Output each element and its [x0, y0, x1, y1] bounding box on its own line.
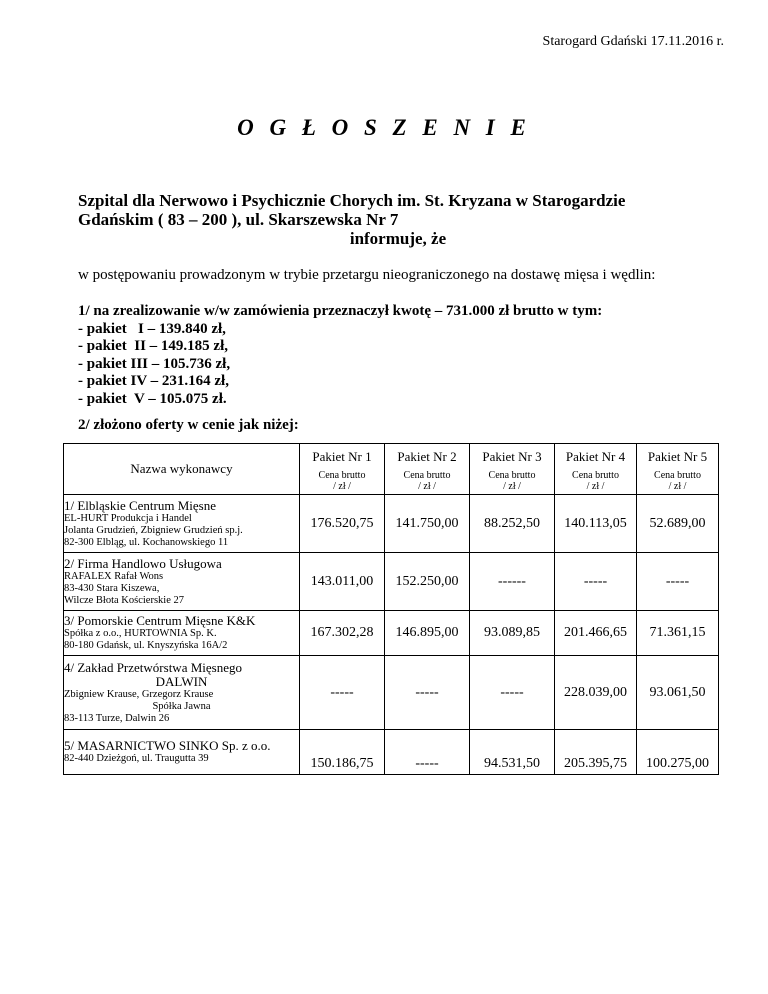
- currency-unit: / zł /: [586, 480, 605, 492]
- table-header-row: [64, 444, 719, 495]
- heading-line-3: informuje, że: [349, 229, 447, 248]
- contractor-detail: RAFALEX Rafał Wons: [64, 570, 164, 582]
- price-cell: -----: [637, 553, 719, 611]
- intro-text: w postępowaniu prowadzonym w trybie przetargu nieograniczonego na dostawę mięsa i wędlin:: [78, 267, 656, 283]
- price-cell: 93.089,85: [470, 611, 555, 656]
- currency-unit: / zł /: [668, 480, 687, 492]
- price-label: Cena brutto: [488, 469, 536, 481]
- price-cell: 93.061,50: [637, 656, 719, 730]
- contractor-cell: [64, 611, 300, 656]
- heading-line-1: Szpital dla Nerwowo i Psychicznie Chorych im. St. Kryzana w Starogardzie: [78, 191, 626, 210]
- price-cell: -----: [385, 730, 470, 775]
- price-cell: -----: [300, 656, 385, 730]
- package-name: Pakiet Nr 4: [565, 448, 626, 464]
- contractor-detail: Zbigniew Krause, Grzegorz Krause: [64, 688, 214, 700]
- table-row: [64, 730, 719, 775]
- price-cell: 146.895,00: [385, 611, 470, 656]
- contractor-name: 3/ Pomorskie Centrum Mięsne K&K: [64, 613, 256, 628]
- currency-unit: / zł /: [503, 480, 521, 492]
- contractor-name: 2/ Firma Handlowo Usługowa: [64, 555, 222, 571]
- budget-item: - pakiet I – 139.840 zł,: [78, 320, 226, 337]
- offers-table: [63, 443, 719, 775]
- contractor-address: Wilcze Błota Kościerskie 27: [64, 594, 184, 606]
- contractor-name: 4/ Zakład Przetwórstwa Mięsnego: [64, 659, 242, 675]
- budget-item: - pakiet IV – 231.164 zł,: [78, 373, 229, 389]
- price-cell: 140.113,05: [555, 495, 637, 553]
- price-label: Cena brutto: [403, 469, 451, 481]
- contractor-detail: Spółka z o.o., HURTOWNIA Sp. K.: [64, 628, 217, 639]
- budget-item: - pakiet II – 149.185 zł,: [78, 338, 228, 354]
- package-2-header: [385, 444, 470, 495]
- document-date: Starogard Gdański 17.11.2016 r.: [542, 34, 724, 49]
- package-name: Pakiet Nr 3: [482, 448, 542, 464]
- price-cell: -----: [385, 656, 470, 730]
- package-4-header: [555, 444, 637, 495]
- price-cell: 176.520,75: [300, 495, 385, 553]
- price-cell: 94.531,50: [470, 730, 555, 775]
- price-cell: ------: [470, 553, 555, 611]
- budget-section: [78, 303, 602, 408]
- budget-item: - pakiet III – 105.736 zł,: [78, 355, 231, 372]
- contractor-name: 1/ Elbląskie Centrum Mięsne: [64, 497, 217, 513]
- price-cell: 71.361,15: [637, 611, 719, 656]
- price-cell: 150.186,75: [300, 730, 385, 775]
- contractor-cell: [64, 656, 300, 730]
- price-cell: 167.302,28: [300, 611, 385, 656]
- contractor-address: 82-440 Dzieżgoń, ul. Traugutta 39: [64, 753, 209, 764]
- price-cell: 205.395,75: [555, 730, 637, 775]
- table-row: [64, 656, 719, 730]
- contractor-cell: [64, 553, 300, 611]
- contractor-cell: [64, 730, 300, 775]
- price-label: Cena brutto: [572, 469, 619, 481]
- package-5-header: [637, 444, 719, 495]
- contractor-address: 80-180 Gdańsk, ul. Knyszyńska 16A/2: [64, 640, 228, 651]
- contractor-address: 83-113 Turze, Dalwin 26: [64, 712, 170, 724]
- price-label: Cena brutto: [654, 469, 701, 481]
- table-row: [64, 611, 719, 656]
- price-cell: 143.011,00: [300, 553, 385, 611]
- price-cell: 52.689,00: [637, 495, 719, 553]
- price-cell: 141.750,00: [385, 495, 470, 553]
- currency-unit: / zł /: [333, 480, 351, 492]
- table-row: [64, 495, 719, 553]
- currency-unit: / zł /: [418, 480, 436, 492]
- price-label: Cena brutto: [318, 469, 366, 481]
- document-title: O G Ł O S Z E N I E: [237, 115, 531, 140]
- package-name: Pakiet Nr 5: [647, 448, 708, 464]
- offers-title: 2/ złożono oferty w cenie jak niżej:: [78, 417, 299, 433]
- heading-line-2: Gdańskim ( 83 – 200 ), ul. Skarszewska Nr 7: [78, 210, 399, 229]
- package-3-header: [470, 444, 555, 495]
- contractor-column-header: Nazwa wykonawcy: [64, 444, 300, 495]
- price-cell: -----: [555, 553, 637, 611]
- contractor-detail: EL-HURT Produkcja i Handel: [64, 512, 192, 524]
- price-cell: 100.275,00: [637, 730, 719, 775]
- contractor-name-cont: DALWIN: [155, 673, 208, 689]
- table-row: [64, 553, 719, 611]
- contractor-detail: Jolanta Grudzień, Zbigniew Grudzień sp.j.: [64, 524, 243, 536]
- price-cell: 88.252,50: [470, 495, 555, 553]
- institution-heading: [78, 191, 718, 248]
- package-1-header: [300, 444, 385, 495]
- contractor-name: 5/ MASARNICTWO SINKO Sp. z o.o.: [64, 738, 271, 753]
- price-cell: -----: [470, 656, 555, 730]
- budget-lead: 1/ na zrealizowanie w/w zamówienia przeznaczył kwotę – 731.000 zł brutto w tym:: [78, 303, 603, 319]
- price-cell: 201.466,65: [555, 611, 637, 656]
- contractor-detail: 83-430 Stara Kiszewa,: [64, 582, 160, 594]
- price-cell: 152.250,00: [385, 553, 470, 611]
- contractor-detail: Spółka Jawna: [152, 700, 211, 712]
- package-name: Pakiet Nr 1: [312, 448, 372, 464]
- contractor-address: 82-300 Elbląg, ul. Kochanowskiego 11: [64, 536, 229, 548]
- contractor-cell: [64, 495, 300, 553]
- package-name: Pakiet Nr 2: [397, 448, 457, 464]
- price-cell: 228.039,00: [555, 656, 637, 730]
- budget-item: - pakiet V – 105.075 zł.: [78, 390, 227, 407]
